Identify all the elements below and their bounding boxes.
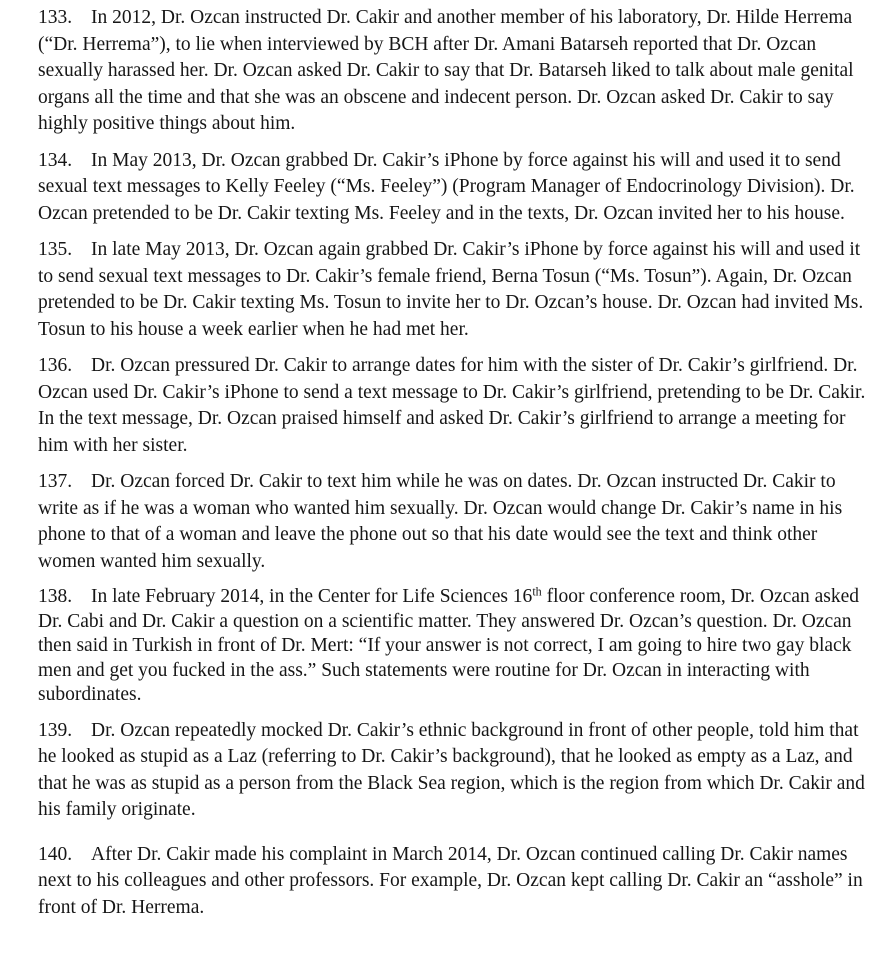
paragraph-text: After Dr. Cakir made his complaint in March 2014, Dr. Ozcan continued calling Dr. Cakir names next to his colleagues and other professors. For example, Dr. Ozcan kept calling Dr. Cakir an “asshole” in front of Dr. Herrema.: [38, 843, 863, 918]
paragraph-number: 133.: [38, 7, 73, 28]
paragraph-text: Dr. Ozcan pressured Dr. Cakir to arrange dates for him with the sister of Dr. Cakir’s girlfriend. Dr. Ozcan used Dr. Cakir’s iPhone to send a text message to Dr. Cakir’s girlfriend, pretending to be Dr. Cakir. In the text message, Dr. Ozcan praised himself and asked Dr. Cakir’s girlfriend to arrange a meeting for him with her sister.: [38, 355, 866, 456]
paragraph-138: [38, 585, 869, 708]
paragraph-136: [38, 353, 869, 459]
paragraph-134: [38, 148, 869, 228]
paragraph-text: In 2012, Dr. Ozcan instructed Dr. Cakir and another member of his laboratory, Dr. Hilde Herrema (“Dr. Herrema”), to lie when interviewed by BCH after Dr. Amani Batarseh reported that Dr. Ozcan sexually harassed her. Dr. Ozcan asked Dr. Cakir to say that Dr. Batarseh liked to talk about male genital organs all the time and that she was an obscene and indecent person. Dr. Ozcan asked Dr. Cakir to say highly positive things about him.: [38, 7, 854, 134]
paragraph-number: 136.: [38, 355, 73, 376]
paragraph-text: In late May 2013, Dr. Ozcan again grabbed Dr. Cakir’s iPhone by force against his will and used it to send sexual text messages to Dr. Cakir’s female friend, Berna Tosun (“Ms. Tosun”). Again, Dr. Ozcan pretended to be Dr. Cakir texting Ms. Tosun to invite her to Dr. Ozcan’s house. Dr. Ozcan had invited Ms. Tosun to his house a week earlier when he had met her.: [38, 239, 864, 340]
paragraph-137: [38, 469, 869, 575]
paragraph-text: In late February 2014, in the Center for Life Sciences 16: [91, 586, 533, 607]
paragraph-140: [38, 842, 869, 922]
paragraph-139: [38, 718, 869, 824]
paragraph-text: floor conference room, Dr. Ozcan asked Dr. Cabi and Dr. Cakir a question on a scientific matter. They answered Dr. Ozcan’s question. Dr. Ozcan then said in Turkish in front of Dr. Mert: “If your answer is not correct, I am going to hire two gay black men and get you fucked in the ass.” Such statements were routine for Dr. Ozcan in interacting with subordinates.: [38, 586, 859, 705]
paragraph-133: [38, 5, 869, 138]
paragraph-text: In May 2013, Dr. Ozcan grabbed Dr. Cakir’s iPhone by force against his will and used it to send sexual text messages to Kelly Feeley (“Ms. Feeley”) (Program Manager of Endocrinology Division). Dr. Ozcan pretended to be Dr. Cakir texting Ms. Feeley and in the texts, Dr. Ozcan invited her to his house.: [38, 149, 855, 224]
paragraph-number: 139.: [38, 719, 73, 741]
superscript-ordinal: th: [532, 584, 542, 599]
paragraph-number: 137.: [38, 471, 73, 492]
paragraph-number: 134.: [38, 149, 73, 171]
paragraph-number: 140.: [38, 843, 73, 865]
paragraph-text: Dr. Ozcan repeatedly mocked Dr. Cakir’s ethnic background in front of other people, told him that he looked as stupid as a Laz (referring to Dr. Cakir’s background), that he looked as empty as a Laz, and that he was as stupid as a person from the Black Sea region, which is the region from which Dr. Cakir and his family originate.: [38, 719, 865, 820]
paragraph-number: 138.: [38, 586, 73, 607]
paragraph-number: 135.: [38, 239, 73, 260]
paragraph-text: Dr. Ozcan forced Dr. Cakir to text him while he was on dates. Dr. Ozcan instructed Dr. Cakir to write as if he was a woman who wanted him sexually. Dr. Ozcan would change Dr. Cakir’s name in his phone to that of a woman and leave the phone out so that his date would see the text and think other women wanted him sexually.: [38, 471, 843, 572]
paragraph-135: [38, 237, 869, 343]
